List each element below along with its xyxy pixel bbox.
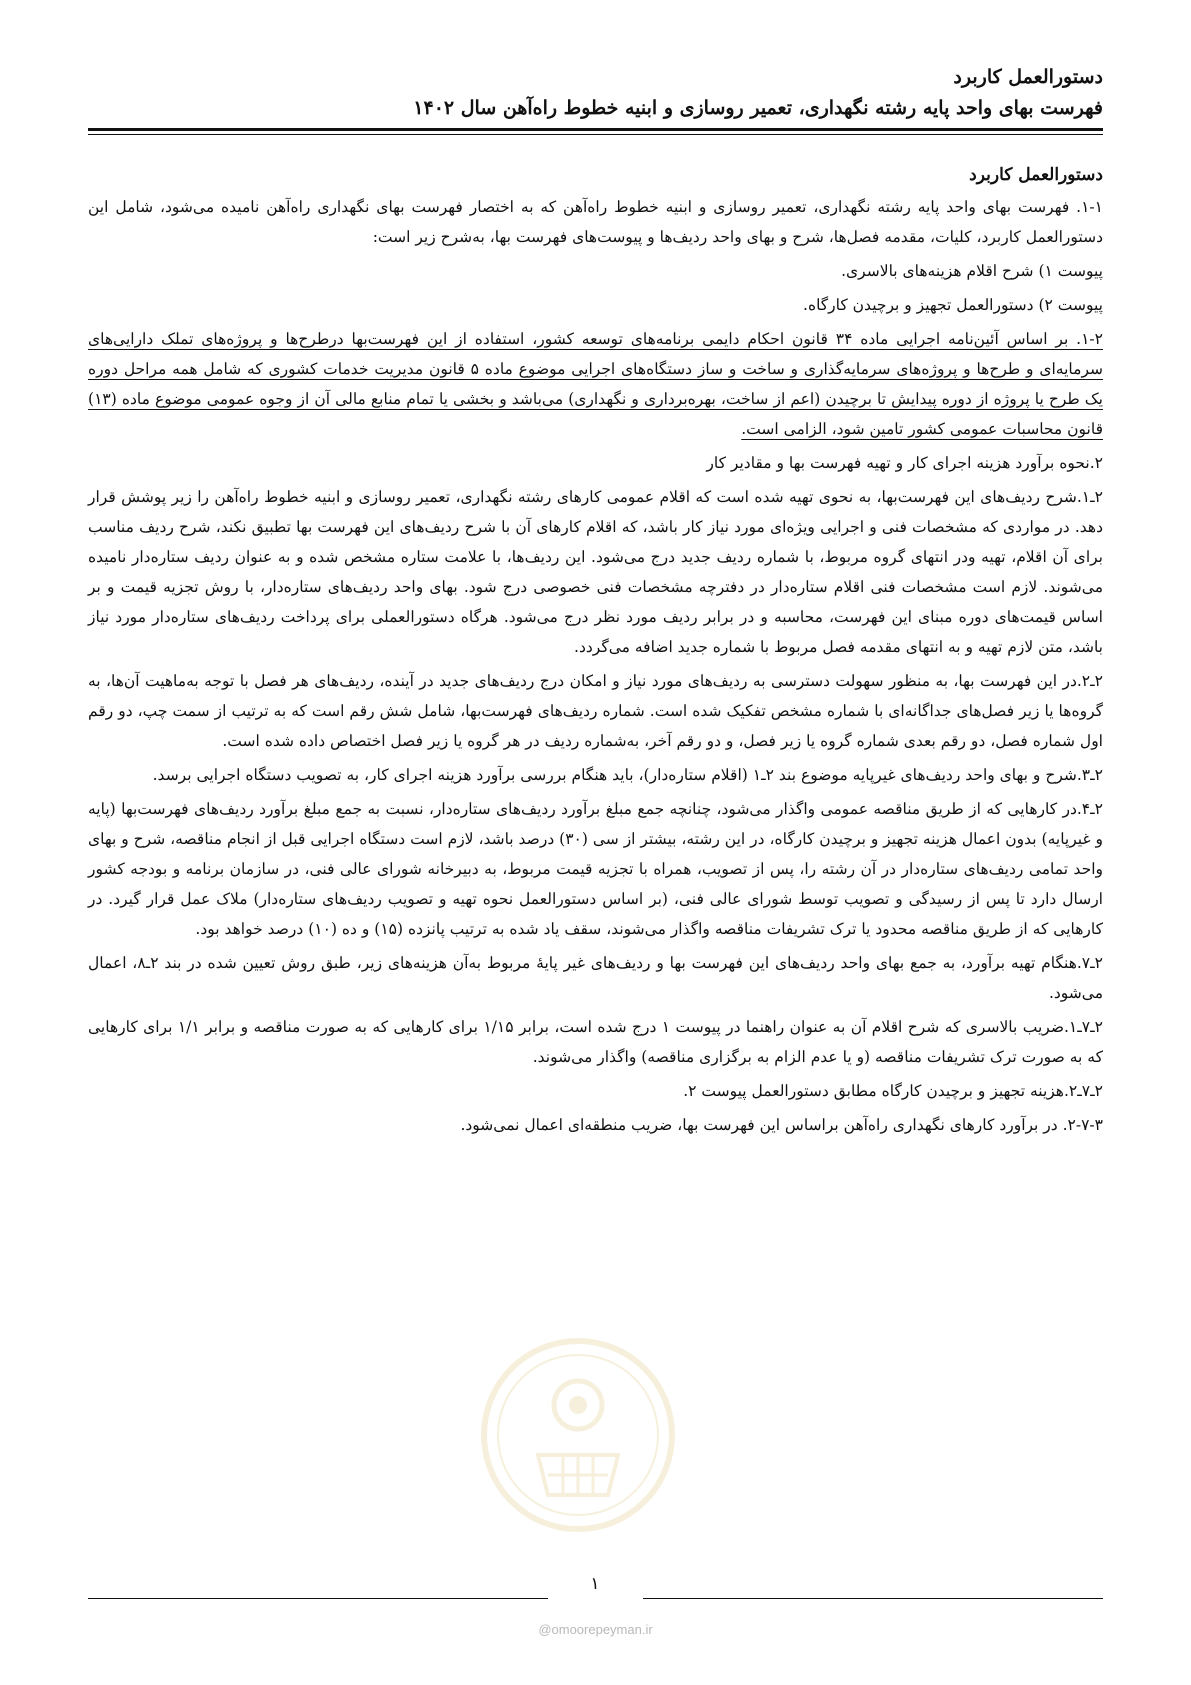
paragraph-2-7-3: ۲-۷-۳. در برآورد کارهای نگهداری راه‌آهن براساس این فهرست بها، ضریب منطقه‌ای اعمال نمی‌شود. bbox=[460, 1116, 1103, 1134]
header-divider-thin bbox=[88, 134, 1103, 135]
section-title: دستورالعمل کاربرد bbox=[969, 165, 1103, 185]
footer-divider-left bbox=[88, 1598, 548, 1599]
paragraph-2-3: ۲ـ۳.شرح و بهای واحد ردیف‌های غیرپایه موضوع بند ۲ـ۱ (اقلام ستاره‌دار)، باید هنگام بررسی برآورد هزینه اجرای کار، به تصویب دستگاه اجرایی برسد. bbox=[152, 766, 1103, 784]
page-number: ۱ bbox=[590, 1574, 600, 1594]
paragraph-2-7: ۲ـ۷.هنگام تهیه برآورد، به جمع بهای واحد ردیف‌های این فهرست بها و ردیف‌های غیر پایهٔ مربوط به‌آن هزینه‌های زیر، طبق روش تعیین شده در بند ۲ـ۸، اعمال می‌شود. bbox=[88, 954, 1103, 1002]
seal-logo-icon bbox=[478, 1335, 678, 1535]
paragraph-2-7-2: ۲ـ۷ـ۲.هزینه تجهیز و برچیدن کارگاه مطابق دستورالعمل پیوست ۲. bbox=[683, 1082, 1103, 1100]
paragraph-1-2: ۱-۲. بر اساس آئین‌نامه اجرایی ماده ۳۴ قانون احکام دایمی برنامه‌های توسعه کشور، استفاده از این فهرست‌بها درطرح‌ها و پروژه‌های تملک دارایی‌های سرمایه‌ای و طرح‌ها و پروژه‌های سرمایه‌گذاری و ساخت و ساز دستگاه‌های اجرایی موضوع ماده ۵ قانون مدیریت خدمات کشوری که شامل همه مراحل دوره یک طرح یا پروژه از دوره پیدایش تا برچیدن (اعم از ساخت، بهره‌برداری و نگهداری) می‌باشد و بخشی یا تمام منابع مالی آن از وجوه عمومی موضوع ماده (۱۳) قانون محاسبات عمومی کشور تامین شود، الزامی است. bbox=[88, 330, 1103, 438]
appendix-2-line: پیوست ۲) دستورالعمل تجهیز و برچیدن کارگاه. bbox=[803, 296, 1103, 314]
document-header bbox=[88, 62, 1103, 124]
footer-divider-right bbox=[643, 1598, 1103, 1599]
header-title: دستورالعمل کاربرد bbox=[953, 66, 1103, 88]
paragraph-2-7-1: ۲ـ۷ـ۱.ضریب بالاسری که شرح اقلام آن به عنوان راهنما در پیوست ۱ درج شده است، برابر ۱/۱۵ برای کارهایی که به صورت مناقصه و برابر ۱/۱ برای کارهایی که به صورت ترک تشریفات مناقصه (و یا عدم الزام به برگزاری مناقصه) واگذار می‌شوند. bbox=[88, 1018, 1103, 1066]
document-body bbox=[88, 160, 1103, 1144]
paragraph-2-1: ۲ـ۱.شرح ردیف‌های این فهرست‌بها، به نحوی تهیه شده است که اقلام عمومی کارهای رشته نگهداری، تعمیر روسازی و ابنیه خطوط راه‌آهن را زیر پوشش قرار دهد. در مواردی که مشخصات فنی و اجرایی ویژه‌ای مورد نیاز کار باشد، که اقلام کارهای آن با شرح ردیف‌های این فهرست بها تطبیق نکند، شرح ردیف مناسب برای آن اقلام، تهیه ودر انتهای گروه مربوط، با شماره ردیف جدید درج می‌شود. این ردیف‌ها، با علامت ستاره مشخص شده و به عنوان ردیف ستاره‌دار نامیده می‌شوند. لازم است مشخصات فنی اقلام ستاره‌دار در دفترچه مشخصات فنی خصوصی درج شود. بهای واحد ردیف‌های ستاره‌دار، با روش تجزیه قیمت و بر اساس قیمت‌های دوره مبنای این فهرست، محاسبه و در برابر ردیف مورد نظر درج می‌شود. هرگاه دستورالعملی برای پرداخت ردیف‌های ستاره‌دار مورد نیاز باشد، متن لازم تهیه و به انتهای مقدمه فصل مربوط با شماره جدید اضافه می‌گردد. bbox=[88, 488, 1103, 656]
paragraph-2-2: ۲ـ۲.در این فهرست بها، به منظور سهولت دسترسی به ردیف‌های مورد نیاز و امکان درج ردیف‌های جدید در آینده، ردیف‌های هر فصل با توجه به‌ماهیت آن‌ها، به گروه‌ها یا زیر فصل‌های جداگانه‌ای با شماره مشخص تفکیک شده است. شماره ردیف‌های فهرست‌بها، شامل شش رقم است که به ترتیب از سمت چپ، دو رقم اول شماره فصل، دو رقم بعدی شماره گروه یا زیر فصل، و دو رقم آخر، به‌شماره ردیف در هر گروه یا زیر فصل اختصاص داده شده است. bbox=[88, 672, 1103, 750]
footer-watermark-handle: @omoorepeyman.ir bbox=[538, 1622, 653, 1637]
paragraph-1-1: ۱-۱. فهرست بهای واحد پایه رشته نگهداری، تعمیر روسازی و ابنیه خطوط راه‌آهن که به اختصار فهرست بهای نگهداری راه‌آهن نامیده می‌شود، شامل این دستورالعمل کاربرد، کلیات، مقدمه فصل‌ها، شرح و بهای واحد ردیف‌ها و پیوست‌های فهرست بها، به‌شرح زیر است: bbox=[88, 198, 1103, 246]
paragraph-2-4: ۲ـ۴.در کارهایی که از طریق مناقصه عمومی واگذار می‌شود، چنانچه جمع مبلغ برآورد ردیف‌های ستاره‌دار، نسبت به جمع مبلغ برآورد ردیف‌های فهرست‌بها (پایه و غیرپایه) بدون اعمال هزینه تجهیز و برچیدن کارگاه، در این رشته، بیشتر از سی (۳۰) درصد باشد، لازم است دستگاه اجرایی قبل از انجام مناقصه، شرح و بهای واحد تمامی ردیف‌های ستاره‌دار در آن رشته را، پس از تصویب، همراه با تجزیه قیمت مربوط، به دبیرخانه شورای عالی فنی، در سازمان برنامه و بودجه کشور ارسال دارد تا پس از رسیدگی و تصویب توسط شورای عالی فنی، (بر اساس دستورالعمل نحوه تهیه و تصویب ردیف‌های ستاره‌دار) ملاک عمل قرار گیرد. در کارهایی که از طریق مناقصه محدود یا ترک تشریفات مناقصه واگذار می‌شوند، سقف یاد شده به ترتیب پانزده (۱۵) و ده (۱۰) درصد خواهد بود. bbox=[88, 800, 1103, 938]
appendix-1-line: پیوست ۱) شرح اقلام هزینه‌های بالاسری. bbox=[841, 262, 1103, 280]
paragraph-2-heading: ۲.نحوه برآورد هزینه اجرای کار و تهیه فهرست بها و مقادیر کار bbox=[706, 454, 1103, 472]
header-divider-thick bbox=[88, 128, 1103, 131]
header-subtitle: فهرست بهای واحد پایه رشته نگهداری، تعمیر روسازی و ابنیه خطوط راه‌آهن سال ۱۴۰۲ bbox=[413, 97, 1103, 119]
